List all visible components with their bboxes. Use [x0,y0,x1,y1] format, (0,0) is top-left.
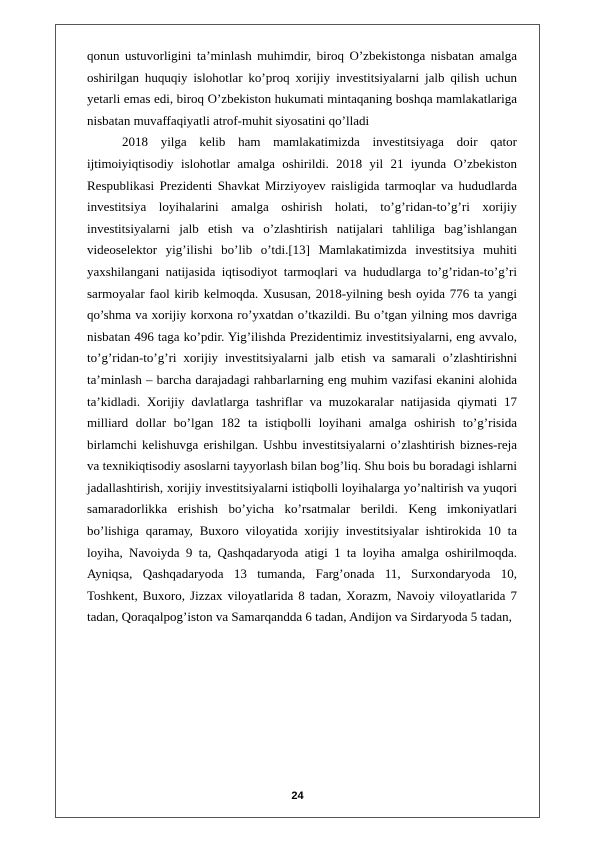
page-number: 24 [291,790,304,802]
paragraph-continued: qonun ustuvorligini ta’minlash muhimdir, biroq O’zbekistonga nisbatan amalga oshirilgan huquqiy islohotlar ko’proq xorijiy investitsiyalarni jalb qilish uchun yetarli emas edi, biroq O’zbekiston hukumati mintaqaning boshqa mamlakatlariga nisbatan muvaffaqiyatli atrof-muhit siyosatini qo’lladi [87,48,517,128]
body-text [87,45,517,628]
paragraph-investment-reforms: 2018 yilga kelib ham mamlakatimizda investitsiyaga doir qator ijtimoiyiqtisodiy islohotlar amalga oshirildi. 2018 yil 21 iyunda O’zbekiston Respublikasi Prezidenti Shavkat Mirziyoyev raisligida tarmoqlar va hududlarda investitsiya loyihalarini amalga oshirish holati, to’g’ridan-to’g’ri xorijiy investitsiyalarni jalb etish va o’zlashtirish natijalari tahliliga bag’ishlangan videoselektor yig’ilishi bo’lib o’tdi.[13] Mamlakatimizda investitsiya muhiti yaxshilangani natijasida iqtisodiyot tarmoqlari va hududlarga to’g’ridan-to’g’ri sarmoyalar faol kirib kelmoqda. Xususan, 2018-yilning besh oyida 776 ta yangi qo’shma va xorijiy korxona ro’yxatdan o’tkazildi. Bu o’tgan yilning mos davriga nisbatan 496 taga ko’pdir. Yig’ilishda Prezidentimiz investitsiyalarni, eng avvalo, to’g’ridan-to’g’ri xorijiy investitsiyalarni jalb etish va samarali o’zlashtirishni ta’minlash – barcha darajadagi rahbarlarning eng muhim vazifasi ekanini alohida ta’kidladi. Xorijiy davlatlarga tashriflar va muzokaralar natijasida qiymati 17 milliard dollar bo’lgan 182 ta istiqbolli loyihani amalga oshirish to’g’risida birlamchi kelishuvga erishilgan. Ushbu investitsiyalarni o’zlashtirish biznes-reja va texnikiqtisodiy asoslarni tayyorlash bilan bog’liq. Shu bois bu boradagi ishlarni jadallashtirish, xorijiy investitsiyalarni istiqbolli loyihalarga yo’naltirish va yuqori samaradorlikka erishish bo’yicha ko’rsatmalar berildi. Keng imkoniyatlari bo’lishiga qaramay, Buxoro viloyatida xorijiy investitsiyalar ishtirokida 10 ta loyiha, Navoiyda 9 ta, Qashqadaryoda atigi 1 ta loyiha amalga oshirilmoqda. Ayniqsa, Qashqadaryoda 13 tumanda, Farg’onada 11, Surxondaryoda 10, Toshkent, Buxoro, Jizzax viloyatlarida 8 tadan, Xorazm, Navoiy viloyatlarida 7 tadan, Qoraqalpog’iston va Samarqandda 6 tadan, Andijon va Sirdaryoda 5 tadan, [87,134,517,625]
